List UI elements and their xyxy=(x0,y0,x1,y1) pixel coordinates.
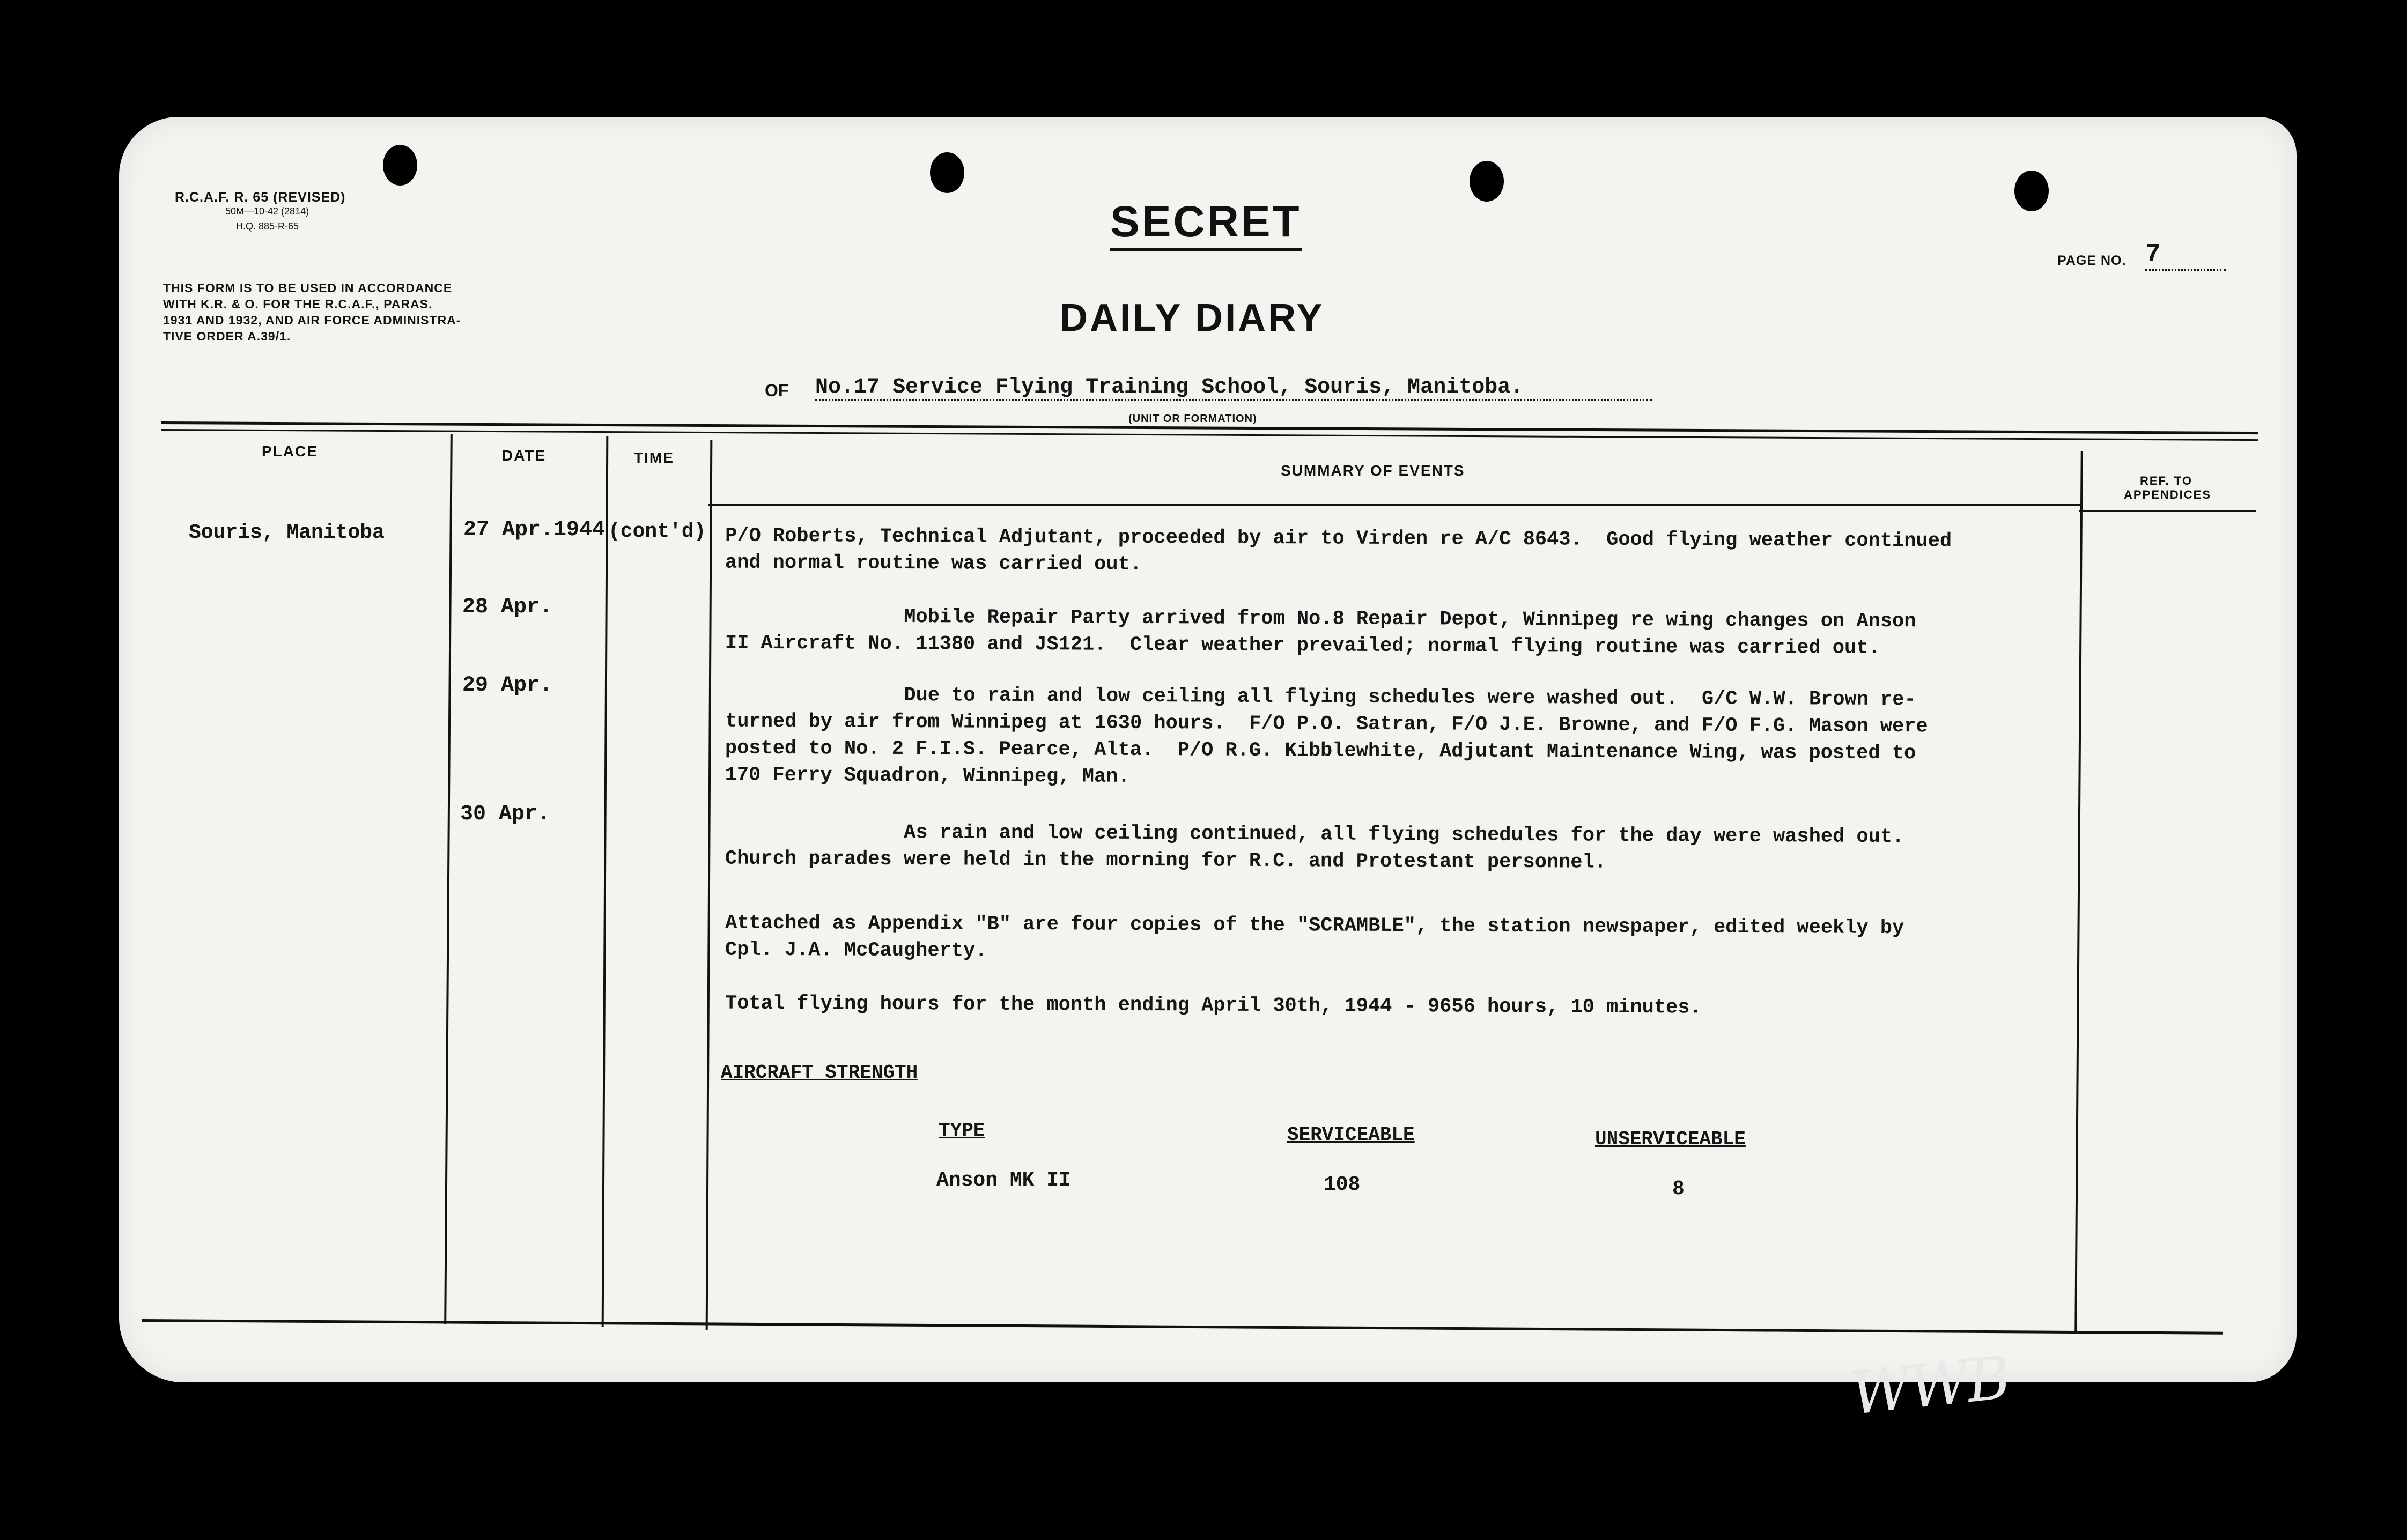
form-ref-line1: R.C.A.F. R. 65 (REVISED) xyxy=(175,190,346,205)
column-header-date: DATE xyxy=(502,447,547,464)
of-label: OF xyxy=(765,381,789,400)
aircraft-unserviceable: 8 xyxy=(1672,1178,1685,1201)
handwritten-initials: WWB xyxy=(1847,1343,2012,1428)
col-unserviceable-heading: UNSERVICEABLE xyxy=(1595,1128,1746,1150)
punch-hole xyxy=(383,145,417,186)
entry-date: 27 Apr.1944 xyxy=(463,518,606,542)
col-serviceable-heading: SERVICEABLE xyxy=(1287,1124,1415,1146)
column-header-place: PLACE xyxy=(262,443,318,460)
entry-time: (cont'd) xyxy=(608,520,706,543)
instruction-line: 1931 AND 1932, AND AIR FORCE ADMINISTRA- xyxy=(163,313,461,327)
entry-summary: Due to rain and low ceiling all flying schedules were washed out. G/C W.W. Brown re- turned by air from Winnipeg at 1630 hours. F/O P.O. Satran, F/O J.E. Browne, and F/O F.G. Mason were posted to No. 2 F.I.S. Pearce, Alta. P/O R.G. Kibblewhite, Adjutant Maintenance Wing, was posted to 170 Ferry Squadron, Winnipeg, Man. xyxy=(725,683,1928,788)
punch-hole xyxy=(930,152,964,193)
form-ref-line2: 50M—10-42 (2814) xyxy=(225,206,309,217)
aircraft-strength-heading: AIRCRAFT STRENGTH xyxy=(721,1062,918,1084)
punch-hole xyxy=(1470,161,1504,202)
punch-hole xyxy=(2014,171,2049,211)
form-ref-line3: H.Q. 885-R-65 xyxy=(236,221,299,232)
unit-name: No.17 Service Flying Training School, Souris, Manitoba. xyxy=(815,375,1652,401)
entry-summary: As rain and low ceiling continued, all flying schedules for the day were washed out. Church parades were held in the morning for R.C. and Protestant personnel. xyxy=(725,820,1904,874)
summary-head-rule xyxy=(708,504,2081,506)
column-header-ref-line2: APPENDICES xyxy=(2124,488,2212,501)
col-type-heading: TYPE xyxy=(939,1120,985,1142)
entry-date: 30 Apr. xyxy=(460,802,551,826)
ref-head-rule xyxy=(2079,510,2256,512)
entry-summary: Mobile Repair Party arrived from No.8 Repair Depot, Winnipeg re wing changes on Anson II Aircraft No. 11380 and JS121. Clear weather prevailed; normal flying routine was carried out. xyxy=(725,605,1916,660)
entry-date: 29 Apr. xyxy=(462,673,553,698)
instruction-line: WITH K.R. & O. FOR THE R.C.A.F., PARAS. xyxy=(163,297,433,311)
page-title: DAILY DIARY xyxy=(1060,297,1325,339)
unit-caption: (UNIT OR FORMATION) xyxy=(1128,413,1257,425)
aircraft-type: Anson MK II xyxy=(936,1169,1071,1192)
instruction-line: TIVE ORDER A.39/1. xyxy=(163,329,291,343)
entry-date: 28 Apr. xyxy=(462,595,553,619)
column-header-ref-line1: REF. TO xyxy=(2140,474,2192,487)
instruction-line: THIS FORM IS TO BE USED IN ACCORDANCE xyxy=(163,281,453,295)
page-no-label: PAGE NO. xyxy=(2057,253,2127,268)
place-value: Souris, Manitoba xyxy=(189,521,385,544)
entry-summary: P/O Roberts, Technical Adjutant, proceeded by air to Virden re A/C 8643. Good flying weather continued and normal routine was carried out. xyxy=(725,524,1952,576)
appendix-note: Attached as Appendix "B" are four copies of the "SCRAMBLE", the station newspaper, edited weekly by Cpl. J.A. McCaugherty. xyxy=(725,912,1904,962)
aircraft-serviceable: 108 xyxy=(1324,1173,1361,1196)
page-no-value: 7 xyxy=(2145,240,2226,271)
column-header-time: TIME xyxy=(634,449,674,466)
total-flying-hours: Total flying hours for the month ending April 30th, 1944 - 9656 hours, 10 minutes. xyxy=(725,992,1702,1019)
form-instructions xyxy=(163,280,461,344)
column-header-summary: SUMMARY OF EVENTS xyxy=(1281,462,1465,479)
secret-heading: SECRET xyxy=(1110,196,1302,251)
